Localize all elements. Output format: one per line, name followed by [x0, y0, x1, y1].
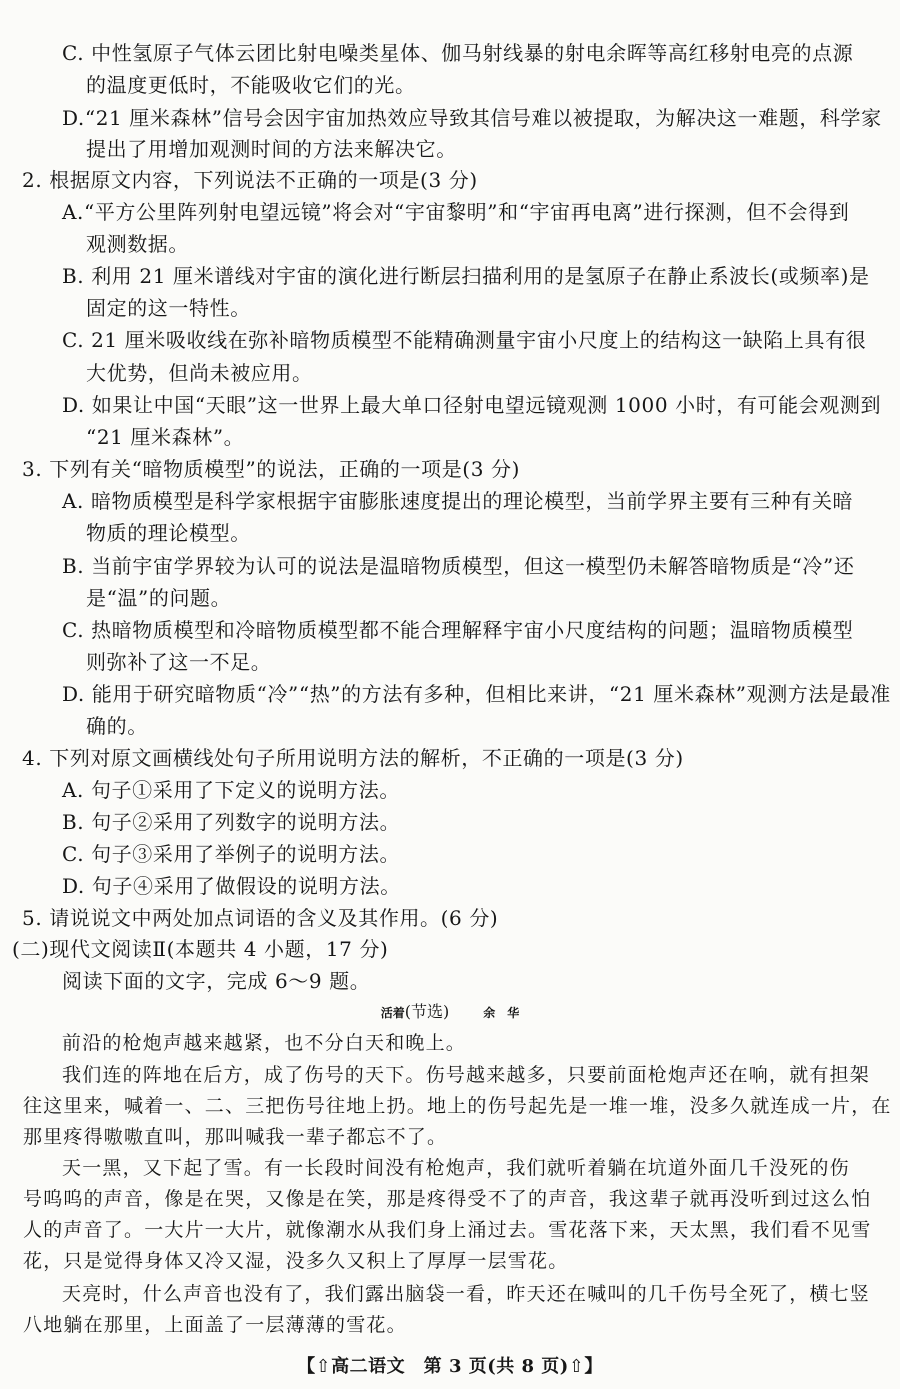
q3-option-b-line1: B. 当前宇宙学界较为认可的说法是温暗物质模型，但这一模型仍未解答暗物质是“冷”还 [62, 554, 855, 578]
q2-option-c-line2: 大优势，但尚未被应用。 [86, 361, 313, 385]
q1-option-c-line2: 的温度更低时，不能吸收它们的光。 [86, 73, 416, 97]
passage-paragraph-3-line4: 花，只是觉得身体又冷又湿，没多久又积上了厚厚一层雪花。 [23, 1250, 569, 1272]
q2-option-d-line2: “21 厘米森林”。 [86, 425, 245, 449]
question-2-stem: 2. 根据原文内容，下列说法不正确的一项是(3 分) [22, 168, 478, 192]
passage-author: 余 华 [483, 1006, 520, 1020]
section-heading: (二)现代文阅读Ⅱ(本题共 4 小题，17 分) [12, 937, 389, 961]
passage-paragraph-3-line2: 号呜呜的声音，像是在哭，又像是在笑，那是疼得受不了的声音，我这辈子就再没听到过这么怕 [23, 1188, 872, 1210]
passage-subtitle: (节选) [404, 1002, 450, 1021]
q2-option-b-line2: 固定的这一特性。 [86, 296, 251, 320]
question-5-stem: 5. 请说说文中两处加点词语的含义及其作用。(6 分) [22, 906, 499, 930]
q3-option-d-line2: 确的。 [86, 714, 148, 738]
q2-option-d-line1: D. 如果让中国“天眼”这一世界上最大单口径射电望远镜观测 1000 小时，有可能会观测到 [62, 393, 882, 417]
page-footer: 【⇧高二语文 第 3 页(共 8 页)⇧】 [297, 1356, 603, 1377]
passage-paragraph-2-line1: 我们连的阵地在后方，成了伤号的天下。伤号越来越多，只要前面枪炮声还在响，就有担架 [62, 1064, 871, 1086]
q4-option-d: D. 句子④采用了做假设的说明方法。 [62, 874, 401, 898]
q1-option-d-line1: D.“21 厘米森林”信号会因宇宙加热效应导致其信号难以被提取，为解决这一难题，科学家 [62, 106, 882, 130]
question-3-stem: 3. 下列有关“暗物质模型”的说法，正确的一项是(3 分) [22, 457, 520, 481]
q1-option-d-line2: 提出了用增加观测时间的方法来解决它。 [86, 137, 457, 161]
passage-title: 活着 [380, 1006, 405, 1020]
q3-option-c-line1: C. 热暗物质模型和冷暗物质模型都不能合理解释宇宙小尺度结构的问题；温暗物质模型 [62, 618, 854, 642]
q3-option-c-line2: 则弥补了这一不足。 [86, 650, 272, 674]
q4-option-c: C. 句子③采用了举例子的说明方法。 [62, 842, 401, 866]
q3-option-b-line2: 是“温”的问题。 [86, 586, 232, 610]
q1-option-c-line1: C. 中性氢原子气体云团比射电噪类星体、伽马射线暴的射电余晖等高红移射电亮的点源 [62, 41, 854, 65]
question-4-stem: 4. 下列对原文画横线处句子所用说明方法的解析，不正确的一项是(3 分) [22, 746, 684, 770]
passage-paragraph-3-line1: 天一黑，又下起了雪。有一长段时间没有枪炮声，我们就听着躺在坑道外面几千没死的伤 [62, 1157, 850, 1179]
q2-option-c-line1: C. 21 厘米吸收线在弥补暗物质模型不能精确测量宇宙小尺度上的结构这一缺陷上具有很 [62, 328, 867, 352]
q4-option-b: B. 句子②采用了列数字的说明方法。 [62, 810, 401, 834]
passage-title-line [0, 999, 900, 1026]
q4-option-a: A. 句子①采用了下定义的说明方法。 [62, 778, 400, 802]
passage-paragraph-2-line2: 往这里来，喊着一、二、三把伤号往地上扔。地上的伤号起先是一堆一堆，没多久就连成一片，在 [23, 1095, 892, 1117]
reading-instruction: 阅读下面的文字，完成 6～9 题。 [62, 969, 371, 993]
q2-option-b-line1: B. 利用 21 厘米谱线对宇宙的演化进行断层扫描利用的是氢原子在静止系波长(或频率)是 [62, 264, 870, 288]
q2-option-a-line1: A.“平方公里阵列射电望远镜”将会对“宇宙黎明”和“宇宙再电离”进行探测，但不会得到 [62, 200, 850, 224]
passage-paragraph-4-line1: 天亮时，什么声音也没有了，我们露出脑袋一看，昨天还在喊叫的几千伤号全死了，横七竖 [62, 1283, 871, 1305]
passage-paragraph-2-line3: 那里疼得嗷嗷直叫，那叫喊我一辈子都忘不了。 [23, 1126, 448, 1148]
passage-paragraph-4-line2: 八地躺在那里，上面盖了一层薄薄的雪花。 [23, 1314, 407, 1336]
q3-option-a-line1: A. 暗物质模型是科学家根据宇宙膨胀速度提出的理论模型，当前学界主要有三种有关暗 [62, 489, 854, 513]
q2-option-a-line2: 观测数据。 [86, 232, 189, 256]
q3-option-a-line2: 物质的理论模型。 [86, 521, 251, 545]
passage-paragraph-3-line3: 人的声音了。一大片一大片，就像潮水从我们身上涌过去。雪花落下来，天太黑，我们看不见雪 [23, 1219, 872, 1241]
q3-option-d-line1: D. 能用于研究暗物质“冷”“热”的方法有多种，但相比来讲，“21 厘米森林”观测方法是最准 [62, 682, 891, 706]
passage-paragraph-1: 前沿的枪炮声越来越紧，也不分白天和晚上。 [62, 1032, 467, 1054]
